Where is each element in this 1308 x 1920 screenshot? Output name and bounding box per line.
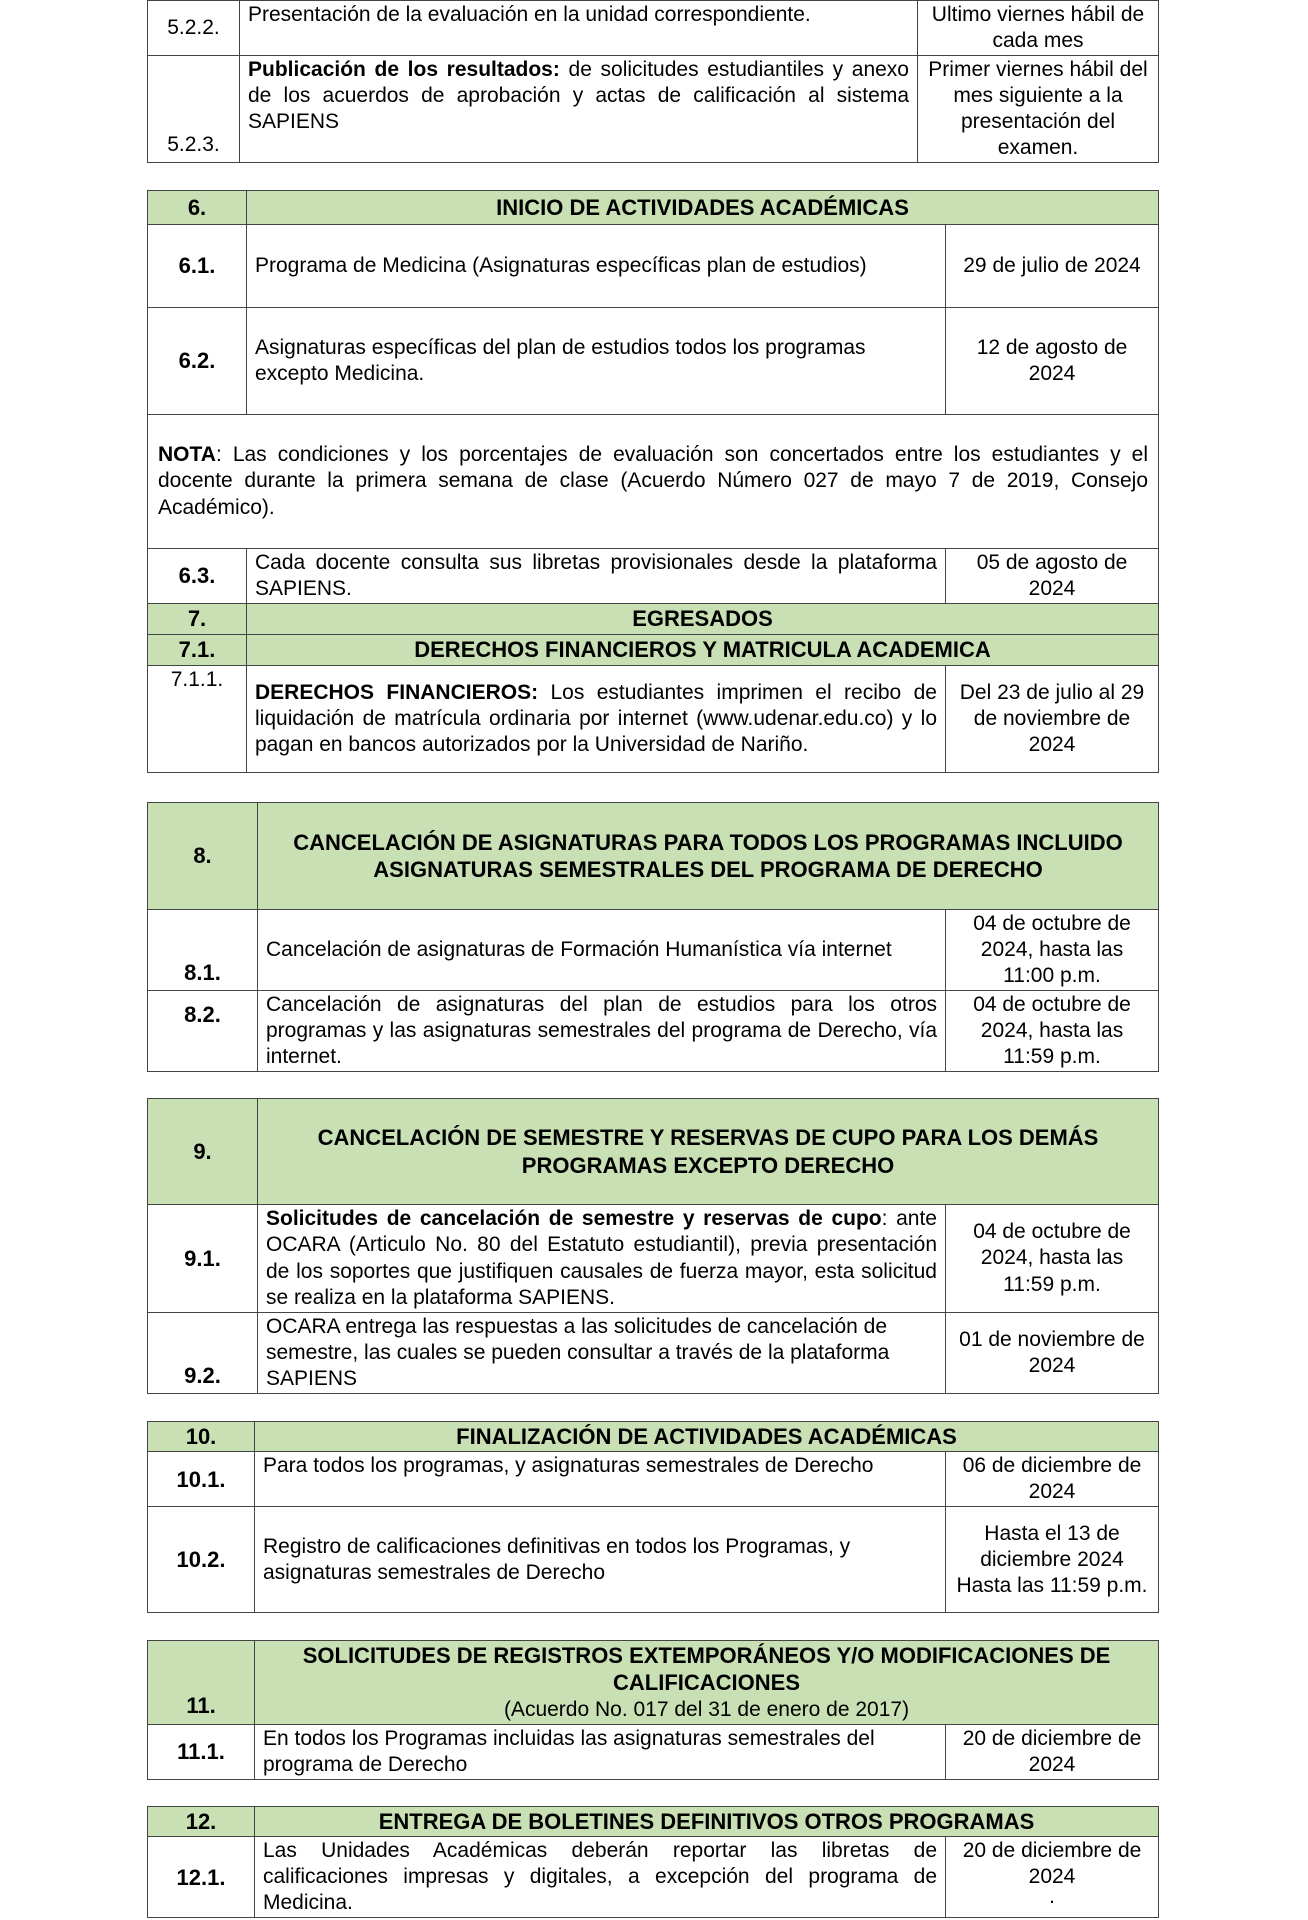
table-row	[148, 666, 1159, 773]
table-section-8	[147, 802, 1159, 1072]
section-title-cell	[255, 1641, 1159, 1725]
note	[148, 415, 1159, 549]
table-row	[148, 910, 1159, 991]
row-description-text: Los estudiantes imprimen el recibo de liquidación de matrícula ordinaria por internet (www.udenar.edu.co) y lo pagan en bancos autorizados por la Universidad de Nariño.	[255, 681, 937, 757]
section-title: FINALIZACIÓN DE ACTIVIDADES ACADÉMICAS	[255, 1422, 1159, 1452]
table-row	[148, 1507, 1159, 1613]
section-header	[148, 1641, 1159, 1725]
row-date: 04 de octubre de 2024, hasta las 11:59 p.m.	[946, 1205, 1159, 1313]
table-row	[148, 1205, 1159, 1313]
table-row	[148, 225, 1159, 308]
table-row	[148, 308, 1159, 415]
section-header	[148, 803, 1159, 910]
section-title: CANCELACIÓN DE SEMESTRE Y RESERVAS DE CUPO PARA LOS DEMÁS PROGRAMAS EXCEPTO DERECHO	[258, 1099, 1159, 1205]
row-number: 6.3.	[148, 549, 247, 604]
section-number: 7.	[148, 604, 247, 635]
row-description: Registro de calificaciones definitivas en todos los Programas, y asignaturas semestrales de Derecho	[255, 1507, 946, 1613]
table-row	[148, 549, 1159, 604]
section-title: CANCELACIÓN DE ASIGNATURAS PARA TODOS LOS PROGRAMAS INCLUIDO ASIGNATURAS SEMESTRALES DEL PROGRAMA DE DERECHO	[258, 803, 1159, 910]
row-date: Del 23 de julio al 29 de noviembre de 2024	[946, 666, 1159, 773]
row-description: Asignaturas específicas del plan de estudios todos los programas excepto Medicina.	[247, 308, 946, 415]
row-description-bold: Solicitudes de cancelación de semestre y reservas de cupo	[266, 1207, 882, 1231]
section-title: INICIO DE ACTIVIDADES ACADÉMICAS	[247, 191, 1159, 225]
table-row	[148, 1724, 1159, 1779]
row-date-cell	[946, 1837, 1159, 1918]
row-description-text: : ante OCARA (Articulo No. 80 del Estatuto estudiantil), previa presentación de los soportes que justifiquen causales de fuerza mayor, esta solicitud se realiza en la plataforma SAPIENS.	[266, 1207, 937, 1309]
section-number: 12.	[148, 1807, 255, 1837]
row-date: 04 de octubre de 2024, hasta las 11:00 p.m.	[946, 910, 1159, 991]
section-number: 10.	[148, 1422, 255, 1452]
row-date: 06 de diciembre de 2024	[946, 1452, 1159, 1507]
row-description	[240, 56, 918, 163]
row-number: 10.1.	[148, 1452, 255, 1507]
row-date: 20 de diciembre de 2024	[962, 1839, 1142, 1889]
row-description: OCARA entrega las respuestas a las solicitudes de cancelación de semestre, las cuales se pueden consultar a través de la plataforma SAPIENS	[258, 1313, 946, 1394]
row-number: 10.2.	[148, 1507, 255, 1613]
table-section-10	[147, 1421, 1159, 1613]
section-header	[148, 604, 1159, 635]
row-number: 9.1.	[148, 1205, 258, 1313]
section-number: 8.	[148, 803, 258, 910]
row-description: Cancelación de asignaturas del plan de estudios para los otros programas y las asignaturas semestrales del programa de Derecho, vía internet.	[258, 991, 946, 1072]
row-number: 11.1.	[148, 1724, 255, 1779]
row-date: 12 de agosto de 2024	[946, 308, 1159, 415]
section-header	[148, 1422, 1159, 1452]
row-date: 29 de julio de 2024	[946, 225, 1159, 308]
row-number: 9.2.	[148, 1313, 258, 1394]
row-number: 6.1.	[148, 225, 247, 308]
row-number: 12.1.	[148, 1837, 255, 1918]
row-date: 04 de octubre de 2024, hasta las 11:59 p.m.	[946, 991, 1159, 1072]
note-label: NOTA	[158, 443, 216, 467]
row-date: Hasta el 13 de diciembre 2024 Hasta las 11:59 p.m.	[946, 1507, 1159, 1613]
table-section-11	[147, 1640, 1159, 1780]
subsection-title: DERECHOS FINANCIEROS Y MATRICULA ACADEMICA	[247, 635, 1159, 666]
table-section-5	[147, 0, 1159, 163]
row-number: 5.2.3.	[148, 56, 240, 163]
row-description: Las Unidades Académicas deberán reportar las libretas de calificaciones impresas y digitales, a excepción del programa de Medicina.	[255, 1837, 946, 1918]
row-date: Ultimo viernes hábil de cada mes	[918, 1, 1159, 56]
table-section-9	[147, 1098, 1159, 1394]
row-number: 8.1.	[148, 910, 258, 991]
table-row	[148, 991, 1159, 1072]
subsection-header	[148, 635, 1159, 666]
row-description-text: de solicitudes estudiantiles y anexo de los acuerdos de aprobación y actas de calificación al sistema SAPIENS	[248, 58, 909, 134]
table-section-12	[147, 1806, 1159, 1918]
section-header	[148, 1807, 1159, 1837]
section-number: 9.	[148, 1099, 258, 1205]
table-row	[148, 1837, 1159, 1918]
row-date: 05 de agosto de 2024	[946, 549, 1159, 604]
row-number: 5.2.2.	[148, 1, 240, 56]
row-description-bold: Publicación de los resultados:	[248, 58, 560, 82]
section-header	[148, 1099, 1159, 1205]
row-description: Cancelación de asignaturas de Formación Humanística vía internet	[258, 910, 946, 991]
row-description-bold: DERECHOS FINANCIEROS:	[255, 681, 539, 705]
section-number: 11.	[148, 1641, 255, 1725]
section-title: SOLICITUDES DE REGISTROS EXTEMPORÁNEOS Y/O MODIFICACIONES DE CALIFICACIONES	[302, 1643, 1111, 1696]
table-section-6	[147, 190, 1159, 773]
subsection-number: 7.1.	[148, 635, 247, 666]
row-description: Programa de Medicina (Asignaturas específicas plan de estudios)	[247, 225, 946, 308]
section-number: 6.	[148, 191, 247, 225]
row-number: 8.2.	[148, 991, 258, 1072]
table-row	[148, 1452, 1159, 1507]
row-description	[258, 1205, 946, 1313]
row-description: Cada docente consulta sus libretas provisionales desde la plataforma SAPIENS.	[247, 549, 946, 604]
row-date: Primer viernes hábil del mes siguiente a la presentación del examen.	[918, 56, 1159, 163]
section-header	[148, 191, 1159, 225]
row-date: 20 de diciembre de 2024	[946, 1724, 1159, 1779]
table-row	[148, 1313, 1159, 1394]
row-description: Presentación de la evaluación en la unidad correspondiente.	[240, 1, 918, 56]
row-date: 01 de noviembre de 2024	[946, 1313, 1159, 1394]
section-title: ENTREGA DE BOLETINES DEFINITIVOS OTROS PROGRAMAS	[255, 1807, 1159, 1837]
row-date-trailing: .	[1049, 1885, 1055, 1909]
row-description	[247, 666, 946, 773]
row-description: Para todos los programas, y asignaturas semestrales de Derecho	[255, 1452, 946, 1507]
table-row	[148, 1, 1159, 56]
note-text: : Las condiciones y los porcentajes de evaluación son concertados entre los estudiantes y el docente durante la primera semana de clase (Acuerdo Número 027 de mayo 7 de 2019, Consejo Académico).	[158, 443, 1149, 519]
section-title: EGRESADOS	[247, 604, 1159, 635]
row-number: 7.1.1.	[148, 666, 247, 773]
row-number: 6.2.	[148, 308, 247, 415]
section-subtitle: (Acuerdo No. 017 del 31 de enero de 2017)	[503, 1697, 910, 1721]
table-row	[148, 56, 1159, 163]
note-row	[148, 415, 1159, 549]
row-description: En todos los Programas incluidas las asignaturas semestrales del programa de Derecho	[255, 1724, 946, 1779]
